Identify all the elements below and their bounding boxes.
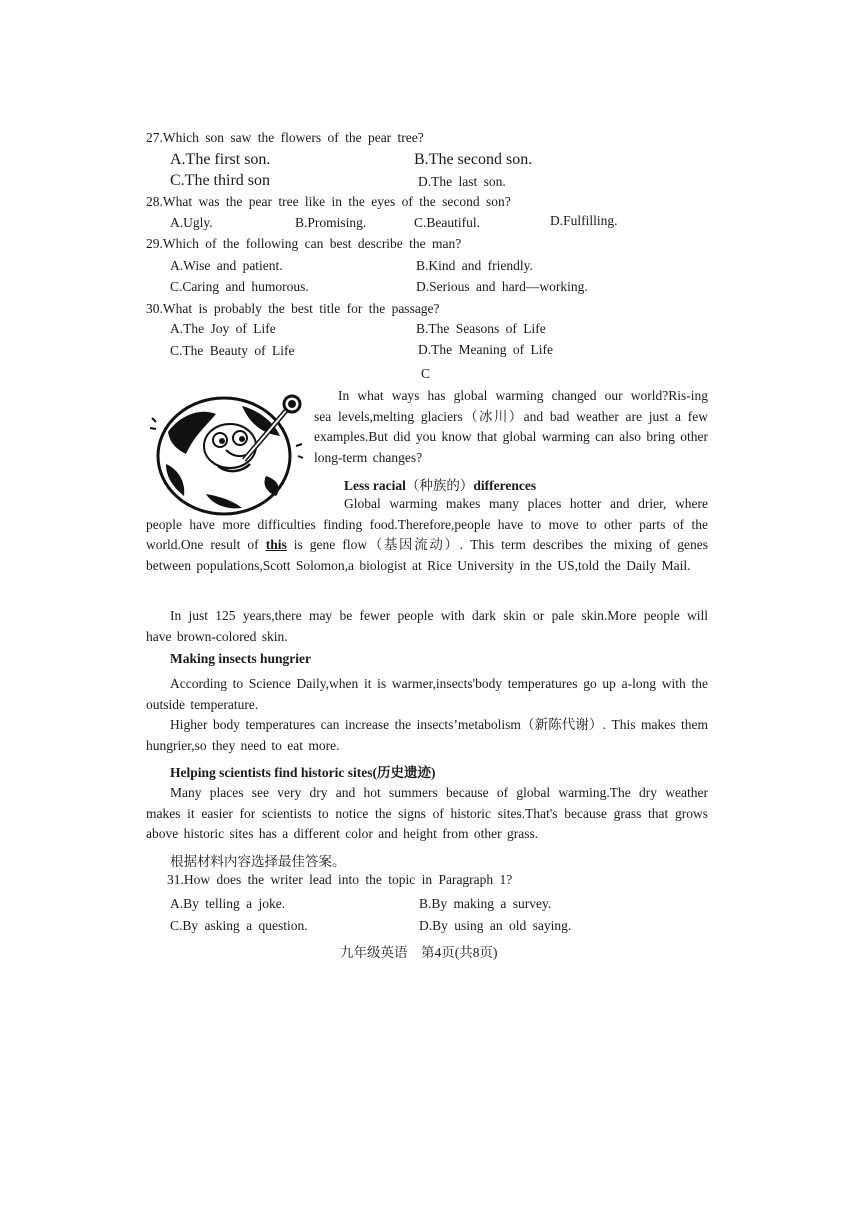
q27-option-a: A.The first son. bbox=[170, 151, 271, 168]
paragraph-historic-sites bbox=[146, 783, 708, 845]
p4-text: Higher body temperatures can increase the insects’metabolism（新陈代谢）. This makes them hungrier,so they need to eat more. bbox=[146, 717, 708, 753]
q31-option-b: B.By making a survey. bbox=[419, 896, 552, 911]
q27-option-d: D.The last son. bbox=[418, 174, 506, 189]
q29-option-c: C.Caring and humorous. bbox=[170, 279, 309, 294]
q28-option-a: A.Ugly. bbox=[170, 215, 213, 230]
q30-option-a: A.The Joy of Life bbox=[170, 321, 276, 336]
q29-option-d: D.Serious and hard—working. bbox=[416, 279, 588, 294]
p5-text: Many places see very dry and hot summers because of global warming.The dry weather makes it easier for scientists to notice the signs of historic sites.That's because grass that grows above historic sites has a different color and height from other grass. bbox=[146, 785, 708, 841]
q30-option-c: C.The Beauty of Life bbox=[170, 343, 295, 358]
p2-text: In just 125 years,there may be fewer people with dark skin or pale skin.More people will have brown-colored skin. bbox=[146, 608, 708, 644]
intro-paragraph bbox=[314, 386, 708, 468]
heading-1-part-b: （种族的） bbox=[405, 478, 474, 493]
heading-1-part-a: Less racial bbox=[344, 478, 406, 493]
heading-historic-sites: Helping scientists find historic sites(历史遗迹) bbox=[170, 765, 436, 780]
q28-option-b: B.Promising. bbox=[295, 215, 367, 230]
instruction-text: 根据材料内容选择最佳答案。 bbox=[170, 854, 346, 869]
p1-after: is gene flow（基因流动）. This term describes the mixing of genes between populations,Scott Solomon,a biologist at Rice University in the US,told the Daily Mail. bbox=[146, 537, 708, 573]
paragraph-gene-flow bbox=[146, 494, 708, 576]
q30-stem: 30.What is probably the best title for the passage? bbox=[146, 301, 440, 316]
q30-option-d: D.The Meaning of Life bbox=[418, 342, 553, 357]
q29-option-b: B.Kind and friendly. bbox=[416, 258, 533, 273]
q31-option-c: C.By asking a question. bbox=[170, 918, 308, 933]
intro-text: In what ways has global warming changed our world?Ris-ing sea levels,melting glaciers（冰川）and bad weather are just a few examples.But did you know that global warming can also bring other long-term changes? bbox=[314, 388, 708, 465]
p3-text: According to Science Daily,when it is warmer,insects'body temperatures go up a-long with the outside temperature. bbox=[146, 676, 708, 712]
p1-before: Global warming makes many places hotter and drier, where people have more difficulties finding food.Therefore,people have to move to other parts of the world.One result of bbox=[146, 496, 708, 552]
q30-option-b: B.The Seasons of Life bbox=[416, 321, 546, 336]
q29-option-a: A.Wise and patient. bbox=[170, 258, 283, 273]
page-footer: 九年级英语 第4页(共8页) bbox=[340, 945, 498, 960]
q31-option-a: A.By telling a joke. bbox=[170, 896, 286, 911]
q27-option-c: C.The third son bbox=[170, 172, 270, 189]
q31-stem: 31.How does the writer lead into the topic in Paragraph 1? bbox=[167, 872, 513, 887]
heading-1-part-c: differences bbox=[473, 478, 537, 493]
p1-this-underlined: this bbox=[265, 537, 287, 552]
q28-stem: 28.What was the pear tree like in the eyes of the second son? bbox=[146, 194, 511, 209]
q29-stem: 29.Which of the following can best describe the man? bbox=[146, 236, 462, 251]
heading-less-racial-differences bbox=[344, 474, 536, 494]
q27-stem: 27.Which son saw the flowers of the pear tree? bbox=[146, 130, 424, 145]
paragraph-insect-temperature bbox=[146, 674, 708, 715]
q27-option-b: B.The second son. bbox=[414, 151, 533, 168]
heading-making-insects-hungrier: Making insects hungrier bbox=[170, 651, 312, 666]
q31-option-d: D.By using an old saying. bbox=[419, 918, 572, 933]
q28-option-c: C.Beautiful. bbox=[414, 215, 480, 230]
q28-option-d: D.Fulfilling. bbox=[550, 213, 618, 228]
paragraph-metabolism bbox=[146, 715, 708, 756]
paragraph-skin-color bbox=[146, 606, 708, 647]
section-label: C bbox=[421, 366, 431, 381]
